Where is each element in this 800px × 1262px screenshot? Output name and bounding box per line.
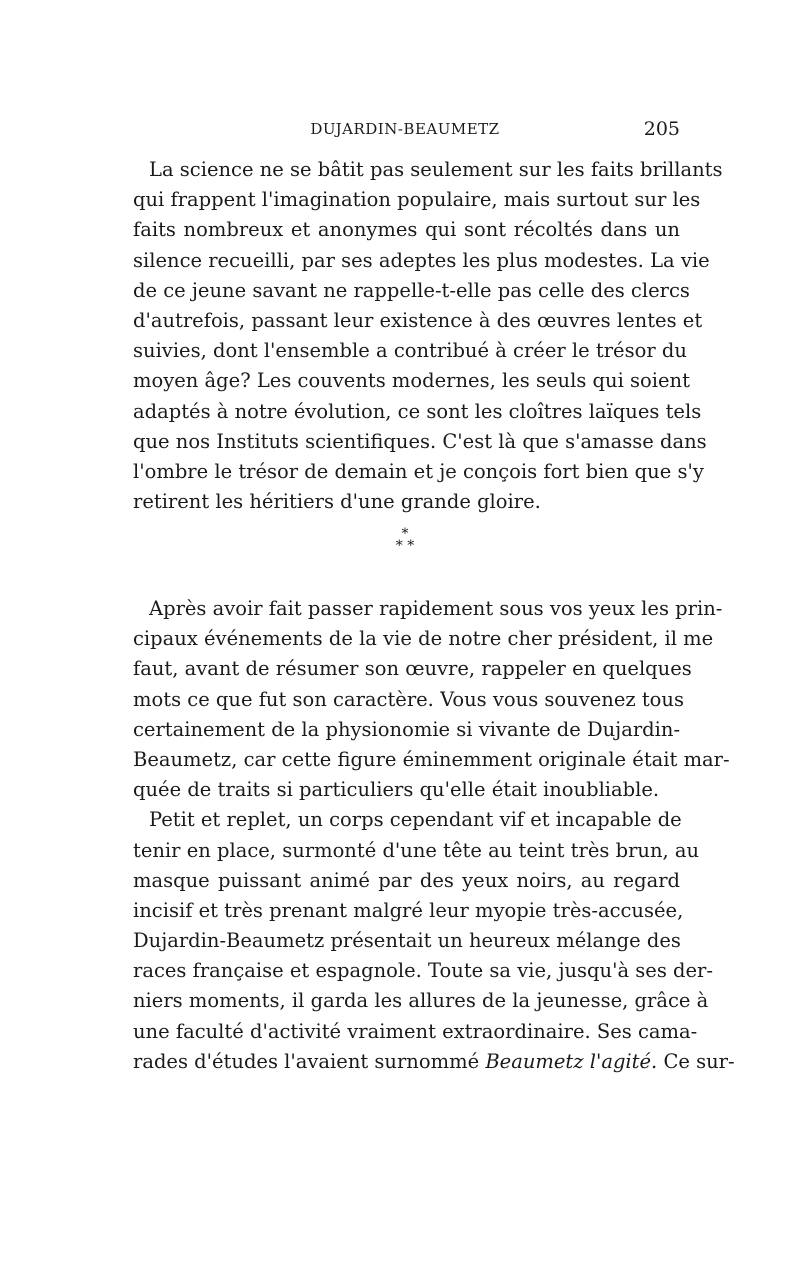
text-line: que nos Instituts scientifiques. C'est là que s'amasse dans	[133, 429, 707, 453]
separator-star-top: *	[401, 526, 409, 542]
text-line: masque puissant animé par des yeux noirs, au regard	[133, 868, 680, 892]
text-line: cipaux événements de la vie de notre cher président, il me	[133, 627, 714, 651]
separator-star-bottom: * *	[395, 538, 415, 554]
italic-nickname: Beaumetz l'agité.	[485, 1049, 658, 1073]
text-line: retirent les héritiers d'une grande gloire.	[133, 490, 541, 514]
page-number: 205	[643, 118, 680, 140]
text-line: suivies, dont l'ensemble a contribué à créer le trésor du	[133, 339, 687, 363]
paragraph-science	[133, 155, 723, 517]
text-line: moyen âge? Les couvents modernes, les seuls qui soient	[133, 369, 690, 393]
text-line: faits nombreux et anonymes qui sont récoltés dans un	[133, 218, 680, 242]
text-line: niers moments, il garda les allures de la jeunesse, grâce à	[133, 989, 709, 1013]
text-line: silence recueilli, par ses adeptes les plus modestes. La vie	[133, 248, 710, 272]
text-line: certainement de la physionomie si vivante de Dujardin-	[133, 717, 681, 741]
text-line: races française et espagnole. Toute sa vie, jusqu'à ses der-	[133, 959, 713, 983]
text-line: faut, avant de résumer son œuvre, rappeler en quelques	[133, 657, 692, 681]
running-title: DUJARDIN-BEAUMETZ	[310, 120, 500, 138]
section-separator	[385, 528, 425, 552]
text-line: quée de traits si particuliers qu'elle était inoubliable.	[133, 778, 660, 802]
text-line: une faculté d'activité vraiment extraordinaire. Ses cama-	[133, 1019, 698, 1043]
text-line: Après avoir fait passer rapidement sous vos yeux les prin-	[149, 597, 723, 620]
text-line: tenir en place, surmonté d'une tête au teint très brun, au	[133, 838, 700, 862]
text-line: incisif et très prenant malgré leur myopie très-accusée,	[133, 898, 684, 922]
text-line: de ce jeune savant ne rappelle-t-elle pas celle des clercs	[133, 278, 690, 302]
text-line-final	[133, 1047, 735, 1077]
text-line: d'autrefois, passant leur existence à des œuvres lentes et	[133, 308, 703, 332]
text-segment: rades d'études l'avaient surnommé	[133, 1049, 480, 1073]
text-line: qui frappent l'imagination populaire, mais surtout sur les	[133, 188, 701, 212]
text-line: Petit et replet, un corps cependant vif et incapable de	[149, 808, 682, 832]
text-line: La science ne se bâtit pas seulement sur les faits brillants	[149, 158, 723, 181]
text-segment: Ce sur-	[663, 1049, 735, 1073]
text-line: Dujardin-Beaumetz présentait un heureux mélange des	[133, 929, 681, 953]
text-line: mots ce que fut son caractère. Vous vous souvenez tous	[133, 687, 684, 711]
page-header	[130, 120, 680, 142]
paragraph-group-character	[133, 594, 735, 1077]
text-line: Beaumetz, car cette figure éminemment originale était mar-	[133, 747, 730, 771]
text-line: adaptés à notre évolution, ce sont les cloîtres laïques tels	[133, 399, 702, 423]
text-line: l'ombre le trésor de demain et je conçois fort bien que s'y	[133, 459, 704, 483]
